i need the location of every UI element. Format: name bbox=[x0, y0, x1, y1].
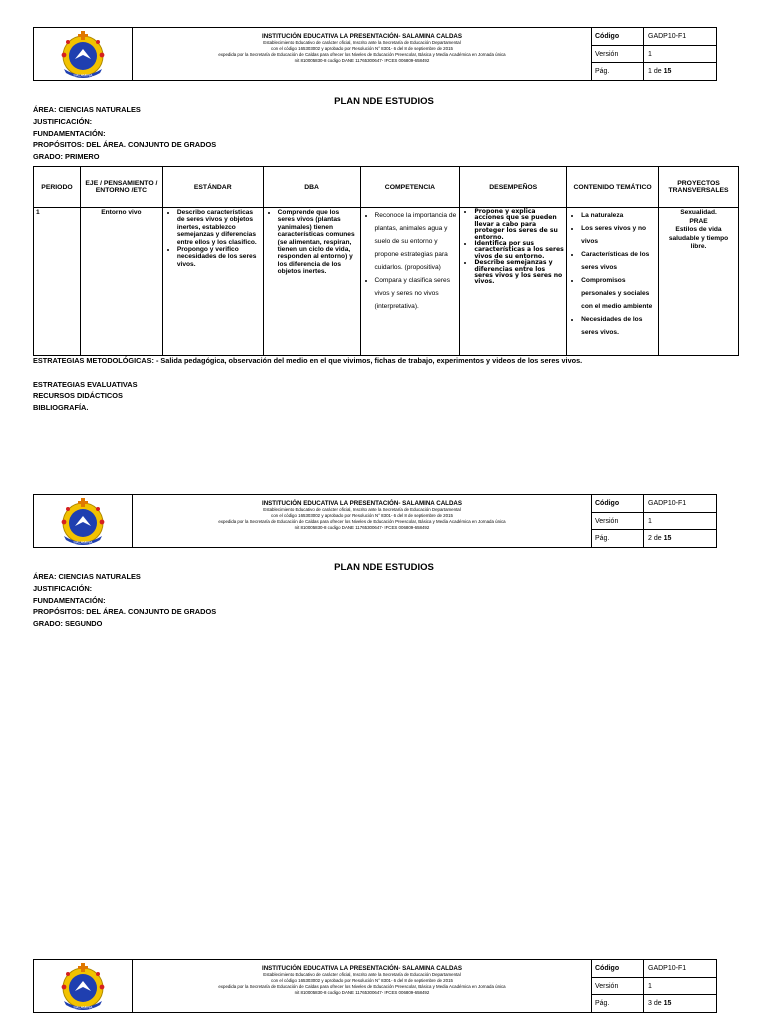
fundamentacion-line: FUNDAMENTACIÓN: bbox=[33, 128, 106, 138]
list-item: • Describe semejanzas y diferencias entre los seres vivos y los seres no vivos. bbox=[474, 260, 564, 286]
col-header-proyectos: PROYECTOS TRANSVERSALES bbox=[659, 167, 739, 208]
proyecto-item: PRAE bbox=[689, 217, 708, 225]
plan-table bbox=[33, 166, 739, 356]
col-header-contenido: CONTENIDO TEMÁTICO bbox=[567, 167, 659, 208]
school-logo bbox=[34, 495, 133, 547]
header-line: con el código 165303002 y aprobado por Resolución N° 8301- 6 del 8 de septiembre de 2015 bbox=[271, 46, 453, 51]
header-line: con el código 165303002 y aprobado por Resolución N° 8301- 6 del 8 de septiembre de 2015 bbox=[271, 513, 453, 518]
closing-sections bbox=[33, 379, 138, 413]
col-header-competencia: COMPETENCIA bbox=[360, 167, 460, 208]
propositos-line: PROPÓSITOS: DEL ÁREA. CONJUNTO DE GRADOS bbox=[33, 607, 217, 617]
school-logo bbox=[34, 960, 133, 1012]
code-value: GADP10-F1 bbox=[648, 32, 687, 40]
list-item: • Describo características de seres vivos y objetos inertes, establezco semejanzas y diferencias entre ellos y los clasifico. bbox=[177, 209, 261, 246]
periodo-cell: 1 bbox=[34, 208, 81, 356]
code-label: Código bbox=[592, 960, 644, 977]
page-number: 2 de 15 bbox=[648, 535, 672, 543]
list-item: • Compromisos personales y sociales con el medio ambiente bbox=[581, 274, 656, 313]
grado-line: GRADO: PRIMERO bbox=[33, 152, 100, 162]
col-header-estandar: ESTÁNDAR bbox=[162, 167, 263, 208]
code-label: Código bbox=[592, 495, 644, 512]
code-value: GADP10-F1 bbox=[648, 964, 687, 972]
recursos-didacticos: RECURSOS DIDÁCTICOS bbox=[33, 391, 123, 401]
school-logo bbox=[34, 28, 133, 80]
doc-meta bbox=[591, 495, 716, 547]
version-value: 1 bbox=[648, 50, 652, 58]
list-item: • Comprende que los seres vivos (plantas yanimales) tienen características comunes (se alimentan, respiran, tienen un ciclo de vida, responden al entorno) y los diferencia de los objetos inertes. bbox=[278, 209, 358, 276]
plan-title: PLAN NDE ESTUDIOS bbox=[334, 96, 434, 107]
proyecto-item: Sexualidad. bbox=[680, 209, 717, 216]
list-item: • Propone y explica acciones que se pueden llevar a cabo para proteger los seres de su entorno. bbox=[474, 209, 564, 241]
area-line: ÁREA: CIENCIAS NATURALES bbox=[33, 105, 141, 114]
header-line: expedida por la Secretaría de Educación de Caldas para ofrecer los Niveles de Educación Preescolar, Básica y Media Académica en Jornada única bbox=[218, 519, 506, 524]
list-item: • Compara y clasifica seres vivos y seres no vivos (interpretativa). bbox=[375, 274, 458, 313]
list-item: • Necesidades de los seres vivos. bbox=[581, 313, 656, 339]
institution-name: INSTITUCIÓN EDUCATIVA LA PRESENTACIÓN- SALAMINA CALDAS bbox=[261, 500, 463, 507]
estrategias-evaluativas: ESTRATEGIAS EVALUATIVAS bbox=[33, 380, 138, 389]
header-line: expedida por la Secretaría de Educación de Caldas para ofrecer los Niveles de Educación Preescolar, Básica y Media Académica en Jornada única bbox=[218, 52, 506, 57]
desempenos-cell bbox=[460, 208, 567, 356]
page-number: 1 de 15 bbox=[648, 68, 672, 76]
justificacion-line: JUSTIFICACIÓN: bbox=[33, 116, 93, 126]
svg-text:SALAMINA: SALAMINA bbox=[73, 73, 93, 78]
list-item: • Propongo y verifico necesidades de los seres vivos. bbox=[177, 246, 261, 268]
header-line: con el código 165303002 y aprobado por Resolución N° 8301- 6 del 8 de septiembre de 2015 bbox=[271, 978, 453, 983]
propositos-line: PROPÓSITOS: DEL ÁREA. CONJUNTO DE GRADOS bbox=[33, 140, 217, 150]
version-value: 1 bbox=[648, 517, 652, 525]
header-line: Establecimiento Educativo de carácter oficial, Inscrito ante la Secretaría de Educación Departamental bbox=[263, 40, 461, 45]
code-value: GADP10-F1 bbox=[648, 499, 687, 507]
header-line: Establecimiento Educativo de carácter oficial, Inscrito ante la Secretaría de Educación Departamental bbox=[263, 972, 461, 977]
page-label: Pág. bbox=[592, 63, 644, 80]
list-item: • Identifica por sus características a los seres vivos de su entorno. bbox=[474, 241, 564, 260]
competencia-cell bbox=[360, 208, 460, 356]
institution-name: INSTITUCIÓN EDUCATIVA LA PRESENTACIÓN- SALAMINA CALDAS bbox=[261, 965, 463, 972]
version-label: Versión bbox=[592, 978, 644, 995]
svg-text:SALAMINA: SALAMINA bbox=[73, 540, 93, 545]
header-line: Establecimiento Educativo de carácter oficial, Inscrito ante la Secretaría de Educación Departamental bbox=[263, 507, 461, 512]
header-line: expedida por la Secretaría de Educación de Caldas para ofrecer los Niveles de Educación Preescolar, Básica y Media Académica en Jornada única bbox=[218, 984, 506, 989]
list-item: • La naturaleza bbox=[581, 209, 656, 222]
plan-info bbox=[33, 571, 216, 630]
bibliografia: BIBLIOGRAFÍA. bbox=[33, 402, 89, 412]
page-label: Pág. bbox=[592, 530, 644, 547]
list-item: • Los seres vivos y no vivos bbox=[581, 222, 656, 248]
table-row bbox=[34, 208, 739, 356]
version-label: Versión bbox=[592, 46, 644, 63]
document-header bbox=[33, 959, 717, 1013]
document-header bbox=[33, 494, 717, 548]
area-line: ÁREA: CIENCIAS NATURALES bbox=[33, 572, 141, 581]
doc-meta bbox=[591, 960, 716, 1012]
document-header bbox=[33, 27, 717, 81]
dba-cell bbox=[263, 208, 360, 356]
institution-name: INSTITUCIÓN EDUCATIVA LA PRESENTACIÓN- SALAMINA CALDAS bbox=[261, 33, 463, 40]
plan-title: PLAN NDE ESTUDIOS bbox=[334, 562, 434, 573]
header-line: nit 810005830-8 codigo DANE 11765300647- IFCES 006809-658492 bbox=[294, 525, 430, 530]
estandar-cell bbox=[162, 208, 263, 356]
page-label: Pág. bbox=[592, 995, 644, 1012]
proyectos-cell bbox=[659, 208, 739, 356]
fundamentacion-line: FUNDAMENTACIÓN: bbox=[33, 595, 106, 605]
plan-info bbox=[33, 104, 216, 163]
list-item: • Características de los seres vivos bbox=[581, 248, 656, 274]
estrategias-metodologicas: ESTRATEGIAS METODOLÓGICAS: - Salida pedagógica, observación del medio en el que vivimos, fichas de trabajo, experimentos y videos de los seres vivos. bbox=[33, 356, 583, 365]
eje-cell: Entorno vivo bbox=[80, 208, 162, 356]
col-header-eje: EJE / PENSAMIENTO / ENTORNO /ETC bbox=[80, 167, 162, 208]
doc-meta bbox=[591, 28, 716, 80]
version-label: Versión bbox=[592, 513, 644, 530]
version-value: 1 bbox=[648, 982, 652, 990]
proyecto-item: Estilos de vida saludable y tiempo libre. bbox=[668, 226, 729, 251]
svg-text:SALAMINA: SALAMINA bbox=[73, 1005, 93, 1010]
header-line: nit 810005830-8 codigo DANE 11765300647- IFCES 006809-658492 bbox=[294, 990, 430, 995]
justificacion-line: JUSTIFICACIÓN: bbox=[33, 583, 93, 593]
col-header-desempenos: DESEMPEÑOS bbox=[460, 167, 567, 208]
col-header-dba: DBA bbox=[263, 167, 360, 208]
list-item: • Reconoce la importancia de plantas, animales agua y suelo de su entorno y propone estrategias para cuidarlos. (propositiva) bbox=[375, 209, 458, 274]
grado-line: GRADO: SEGUNDO bbox=[33, 619, 103, 629]
code-label: Código bbox=[592, 28, 644, 45]
page-number: 3 de 15 bbox=[648, 1000, 672, 1008]
contenido-cell bbox=[567, 208, 659, 356]
col-header-periodo: PERIODO bbox=[34, 167, 81, 208]
header-line: nit 810005830-8 codigo DANE 11765300647- IFCES 006809-658492 bbox=[294, 58, 430, 63]
